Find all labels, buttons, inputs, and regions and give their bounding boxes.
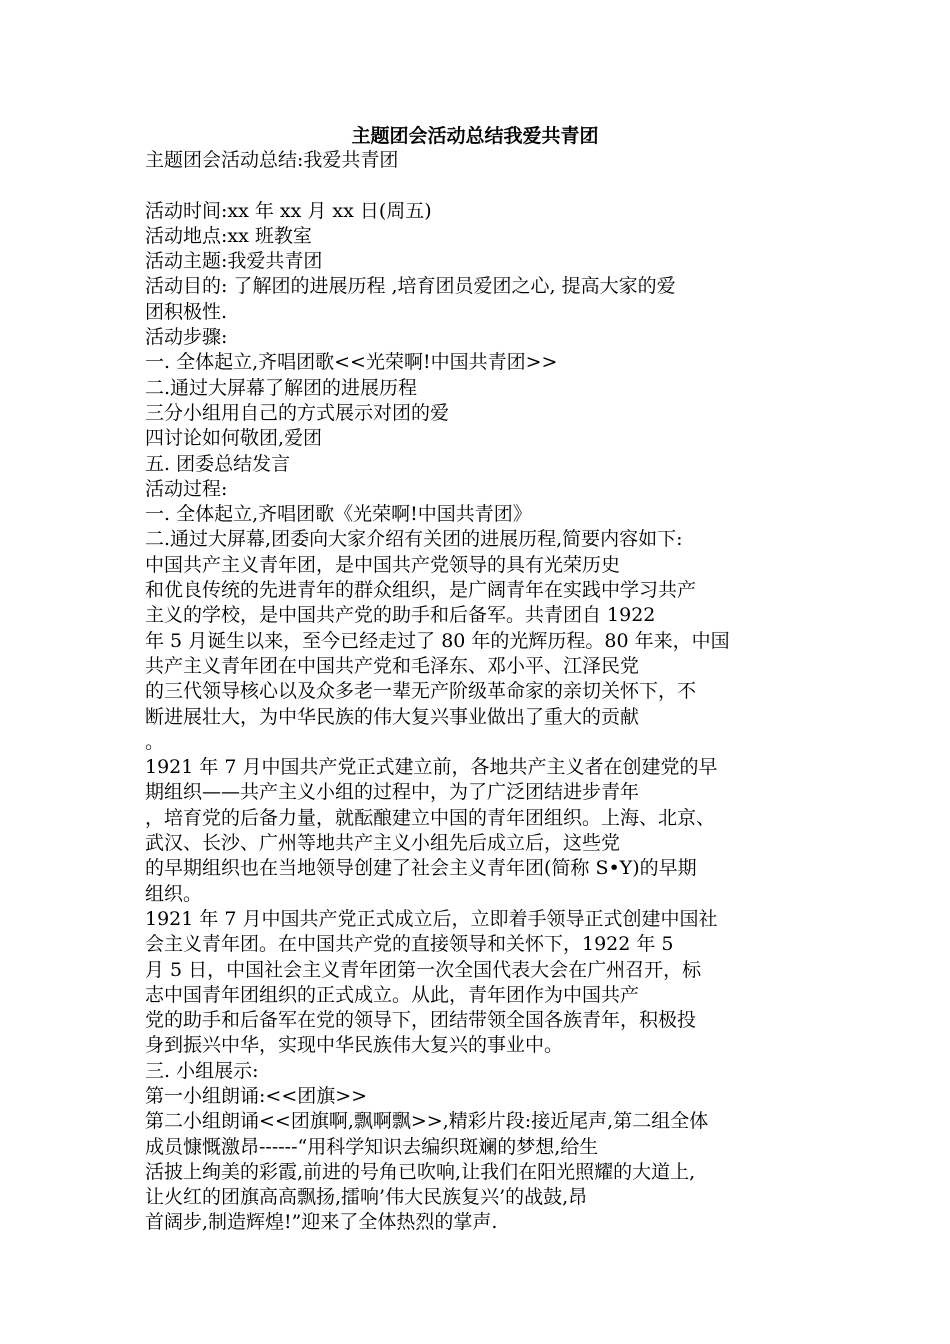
text-line: 会主义青年团。在中国共产党的直接领导和关怀下，1922 年 5 xyxy=(145,933,674,956)
text-line: 组织。 xyxy=(145,882,203,905)
text-line: 活动地点:xx 班教室 xyxy=(145,224,312,247)
text-line: 主义的学校，是中国共产党的助手和后备军。共青团自 1922 xyxy=(145,604,656,627)
text-line: 成员慷慨激昂------“用科学知识去编织斑斓的梦想,给生 xyxy=(145,1135,599,1158)
text-line: 首阔步,制造辉煌!”迎来了全体热烈的掌声. xyxy=(145,1211,498,1234)
text-line: 一. 全体起立,齐唱团歌《光荣啊!中国共青团》 xyxy=(145,503,532,526)
document-title: 主题团会活动总结我爱共青团 xyxy=(351,125,599,147)
text-line: 活动主题:我爱共青团 xyxy=(145,250,323,273)
text-line: 1921 年 7 月中国共产党正式建立前，各地共产主义者在创建党的早 xyxy=(145,756,718,779)
text-line: 的早期组织也在当地领导创建了社会主义青年团(简称 S•Y)的早期 xyxy=(145,857,697,880)
text-line: 一. 全体起立,齐唱团歌<<光荣啊!中国共青团>> xyxy=(145,351,558,374)
text-line: 三. 小组展示: xyxy=(145,1059,259,1082)
text-line: 活披上绚美的彩霞,前进的号角已吹响,让我们在阳光照耀的大道上, xyxy=(145,1160,696,1183)
text-line: 期组织——共产主义小组的过程中，为了广泛团结进步青年 xyxy=(145,781,640,804)
text-line: 活动步骤: xyxy=(145,326,228,349)
text-line: 五. 团委总结发言 xyxy=(145,452,291,475)
text-line: 二.通过大屏幕,团委向大家介绍有关团的进展历程,简要内容如下: xyxy=(145,528,683,551)
text-line: 二.通过大屏幕了解团的进展历程 xyxy=(145,376,418,399)
text-line: 志中国青年团组织的正式成立。从此，青年团作为中国共产 xyxy=(145,983,640,1006)
text-line: 年 5 月诞生以来，至今已经走过了 80 年的光辉历程。80 年来，中国 xyxy=(145,629,730,652)
text-line: 。 xyxy=(145,730,165,753)
text-line: 身到振兴中华，实现中华民族伟大复兴的事业中。 xyxy=(145,1034,564,1057)
text-line: 主题团会活动总结:我爱共青团 xyxy=(145,149,399,171)
text-line: 月 5 日，中国社会主义青年团第一次全国代表大会在广州召开，标 xyxy=(145,958,702,981)
text-line: 第一小组朗诵:<<团旗>> xyxy=(145,1084,368,1107)
text-line: 让火红的团旗高高飘扬,擂响’伟大民族复兴’的战鼓,昂 xyxy=(145,1186,588,1209)
text-line: 断进展壮大，为中华民族的伟大复兴事业做出了重大的贡献 xyxy=(145,705,640,728)
text-line: 活动过程: xyxy=(145,477,228,500)
text-line: 四讨论如何敬团,爱团 xyxy=(145,427,323,450)
text-line: 活动时间:xx 年 xx 月 xx 日(周五) xyxy=(145,199,432,222)
text-line: 的三代领导核心以及众多老一辈无产阶级革命家的亲切关怀下，不 xyxy=(145,680,697,703)
text-line: 三分小组用自己的方式展示对团的爱 xyxy=(145,401,450,424)
text-line: ，培育党的后备力量，就酝酿建立中国的青年团组织。上海、北京、 xyxy=(145,806,716,829)
text-line: 团积极性. xyxy=(145,300,228,323)
text-line: 和优良传统的先进青年的群众组织，是广阔青年在实践中学习共产 xyxy=(145,579,697,602)
text-line: 第二小组朗诵<<团旗啊,飘啊飘>>,精彩片段:接近尾声,第二组全体 xyxy=(145,1110,709,1133)
text-line: 活动目的: 了解团的进展历程 ,培育团员爱团之心, 提高大家的爱 xyxy=(145,275,676,298)
text-line: 共产主义青年团在中国共产党和毛泽东、邓小平、江泽民党 xyxy=(145,654,640,677)
text-line: 中国共产主义青年团，是中国共产党领导的具有光荣历史 xyxy=(145,553,621,576)
text-line: 武汉、长沙、广州等地共产主义小组先后成立后，这些党 xyxy=(145,832,621,855)
document-body xyxy=(145,148,810,1236)
text-line: 党的助手和后备军在党的领导下，团结带领全国各族青年，积极投 xyxy=(145,1009,697,1032)
text-line: 1921 年 7 月中国共产党正式成立后，立即着手领导正式创建中国社 xyxy=(145,907,718,930)
blank-line xyxy=(145,173,810,198)
